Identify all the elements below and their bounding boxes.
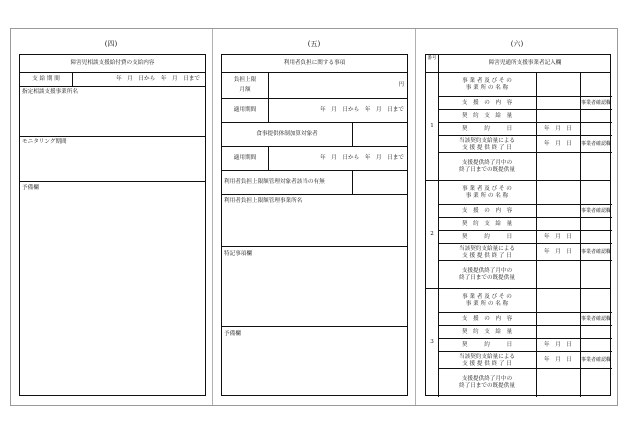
- user-burden-panel: [221, 54, 408, 396]
- office-name-label: 事 業 者 及 び そ の: [462, 78, 512, 84]
- confirm-label: 事業者確認欄: [580, 249, 611, 255]
- panel2-title-row: [222, 55, 407, 73]
- panel3-title-row: [426, 55, 610, 73]
- support-content-label: 支 援 の 内 容: [461, 316, 513, 322]
- apply-period-label: 適用期間: [233, 107, 257, 113]
- contract-date-row: [438, 231, 612, 244]
- contract-date-value[interactable]: 年 月 日: [544, 342, 572, 348]
- used-amount-label-2: 終了日までの既提供量: [459, 383, 515, 389]
- confirm-label: 事業者確認欄: [580, 100, 611, 106]
- end-date-label: 当該契約支給量による: [459, 353, 515, 360]
- support-content-row: [438, 313, 612, 326]
- used-amount-row: [438, 153, 612, 181]
- used-amount-label-2: 終了日までの既提供量: [459, 275, 515, 281]
- block-number: 1: [430, 123, 434, 129]
- contract-date-label: 契 約 日: [461, 342, 513, 348]
- used-amount-label: 支援提供終了月中の: [461, 376, 513, 382]
- end-date-value[interactable]: 年 月 日: [544, 357, 572, 363]
- apply-period-row-2: [222, 147, 407, 171]
- meal-label: 食事提供体制加算対象者: [256, 131, 318, 137]
- provider-block: [426, 181, 610, 289]
- used-amount-row: [438, 261, 612, 289]
- support-content-row: [438, 97, 612, 110]
- contract-date-row: [438, 339, 612, 352]
- section-label-5: (五): [307, 40, 321, 48]
- burden-label-1: 負担上限: [233, 77, 257, 83]
- used-amount-label: 支援提供終了月中の: [461, 268, 513, 274]
- contract-amount-row: [438, 326, 612, 339]
- used-amount-label-2: 終了日までの既提供量: [459, 167, 515, 173]
- panel2-reserve-label: 予備欄: [224, 331, 241, 337]
- end-date-label: 当該契約支給量による: [459, 137, 515, 144]
- end-date-row: [438, 352, 612, 369]
- section-label-4: (四): [104, 40, 118, 48]
- contract-amount-label: 契 約 支 給 量: [461, 113, 513, 119]
- number-header: 番号: [427, 56, 437, 61]
- contract-date-value[interactable]: 年 月 日: [544, 126, 572, 132]
- used-amount-row: [438, 369, 612, 397]
- confirm-label: 事業者確認欄: [580, 141, 611, 147]
- end-date-label: 当該契約支給量による: [459, 245, 515, 252]
- end-date-label-2: 支 援 提 供 終 了 日: [462, 360, 512, 367]
- end-date-label-2: 支 援 提 供 終 了 日: [462, 252, 512, 259]
- meal-row: [222, 123, 407, 147]
- confirm-label: 事業者確認欄: [580, 208, 611, 214]
- office-name-label-2: 事 業 所 の 名 称: [465, 85, 509, 91]
- designated-office-row: [20, 87, 205, 137]
- period-value[interactable]: 年 月 日から 年 月 日まで: [116, 76, 200, 82]
- management-label: 利用者負担上限額管理対象者該当の有無: [224, 179, 325, 185]
- contract-date-value[interactable]: 年 月 日: [544, 234, 572, 240]
- special-label: 特記事項欄: [224, 251, 252, 257]
- office-name-label-2: 事 業 所 の 名 称: [465, 193, 509, 199]
- office-name-row: [438, 181, 612, 205]
- end-date-value[interactable]: 年 月 日: [544, 141, 572, 147]
- contract-amount-row: [438, 218, 612, 231]
- designated-office-label: 指定相談支援事業所名: [22, 89, 78, 95]
- period-label: 支 給 期 間: [32, 76, 60, 82]
- panel3-title: 障害児通所支援事業者記入欄: [488, 60, 562, 66]
- end-date-row: [438, 244, 612, 261]
- office-name-label: 事 業 者 及 び そ の: [462, 294, 512, 300]
- contract-date-label: 契 約 日: [461, 234, 513, 240]
- confirm-label: 事業者確認欄: [580, 316, 611, 322]
- special-row: [222, 247, 407, 327]
- monitoring-row: [20, 137, 205, 182]
- office-name-label: 事 業 者 及 び そ の: [462, 186, 512, 192]
- apply-period-label-2: 適用期間: [233, 155, 257, 161]
- panel1-title-row: [20, 55, 205, 73]
- burden-limit-row: [222, 73, 407, 99]
- confirm-label: 事業者確認欄: [580, 357, 611, 363]
- burden-label-2: 月額: [239, 87, 251, 93]
- support-content-panel: [19, 54, 206, 396]
- yen-unit: 円: [398, 82, 404, 88]
- panel1-reserve-label: 予備欄: [22, 185, 39, 191]
- provider-block: [426, 73, 610, 181]
- office-name-row: [438, 289, 612, 313]
- used-amount-label: 支援提供終了月中の: [461, 160, 513, 166]
- support-content-row: [438, 205, 612, 218]
- apply-period-value[interactable]: 年 月 日から 年 月 日まで: [320, 107, 404, 113]
- block-number: 3: [430, 339, 434, 345]
- form-sheet: [10, 28, 618, 406]
- apply-period-value-2[interactable]: 年 月 日から 年 月 日まで: [320, 155, 404, 161]
- office-name-row: [438, 73, 612, 97]
- fold-line-1: [212, 29, 213, 405]
- end-date-value[interactable]: 年 月 日: [544, 249, 572, 255]
- support-content-label: 支 援 の 内 容: [461, 208, 513, 214]
- end-date-label-2: 支 援 提 供 終 了 日: [462, 144, 512, 151]
- office-name-label-2: 事 業 所 の 名 称: [465, 301, 509, 307]
- section-label-6: (六): [510, 40, 524, 48]
- contract-amount-label: 契 約 支 給 量: [461, 329, 513, 335]
- monitoring-label: モニタリング期間: [22, 139, 67, 145]
- provider-block: [426, 289, 610, 397]
- fold-line-2: [415, 29, 416, 405]
- support-content-label: 支 援 の 内 容: [461, 100, 513, 106]
- management-office-row: [222, 195, 407, 247]
- panel1-title: 障害児相談支援給付費の支給内容: [70, 60, 155, 66]
- contract-date-row: [438, 123, 612, 136]
- management-office-label: 利用者負担上限額管理事業所名: [224, 198, 303, 204]
- contract-amount-label: 契 約 支 給 量: [461, 221, 513, 227]
- contract-date-label: 契 約 日: [461, 126, 513, 132]
- contract-amount-row: [438, 110, 612, 123]
- apply-period-row: [222, 99, 407, 123]
- provider-entry-panel: [425, 54, 611, 396]
- end-date-row: [438, 136, 612, 153]
- panel2-title: 利用者負担に関する事項: [283, 60, 346, 66]
- block-number: 2: [430, 231, 434, 237]
- period-row: [20, 73, 205, 87]
- management-row: [222, 171, 407, 195]
